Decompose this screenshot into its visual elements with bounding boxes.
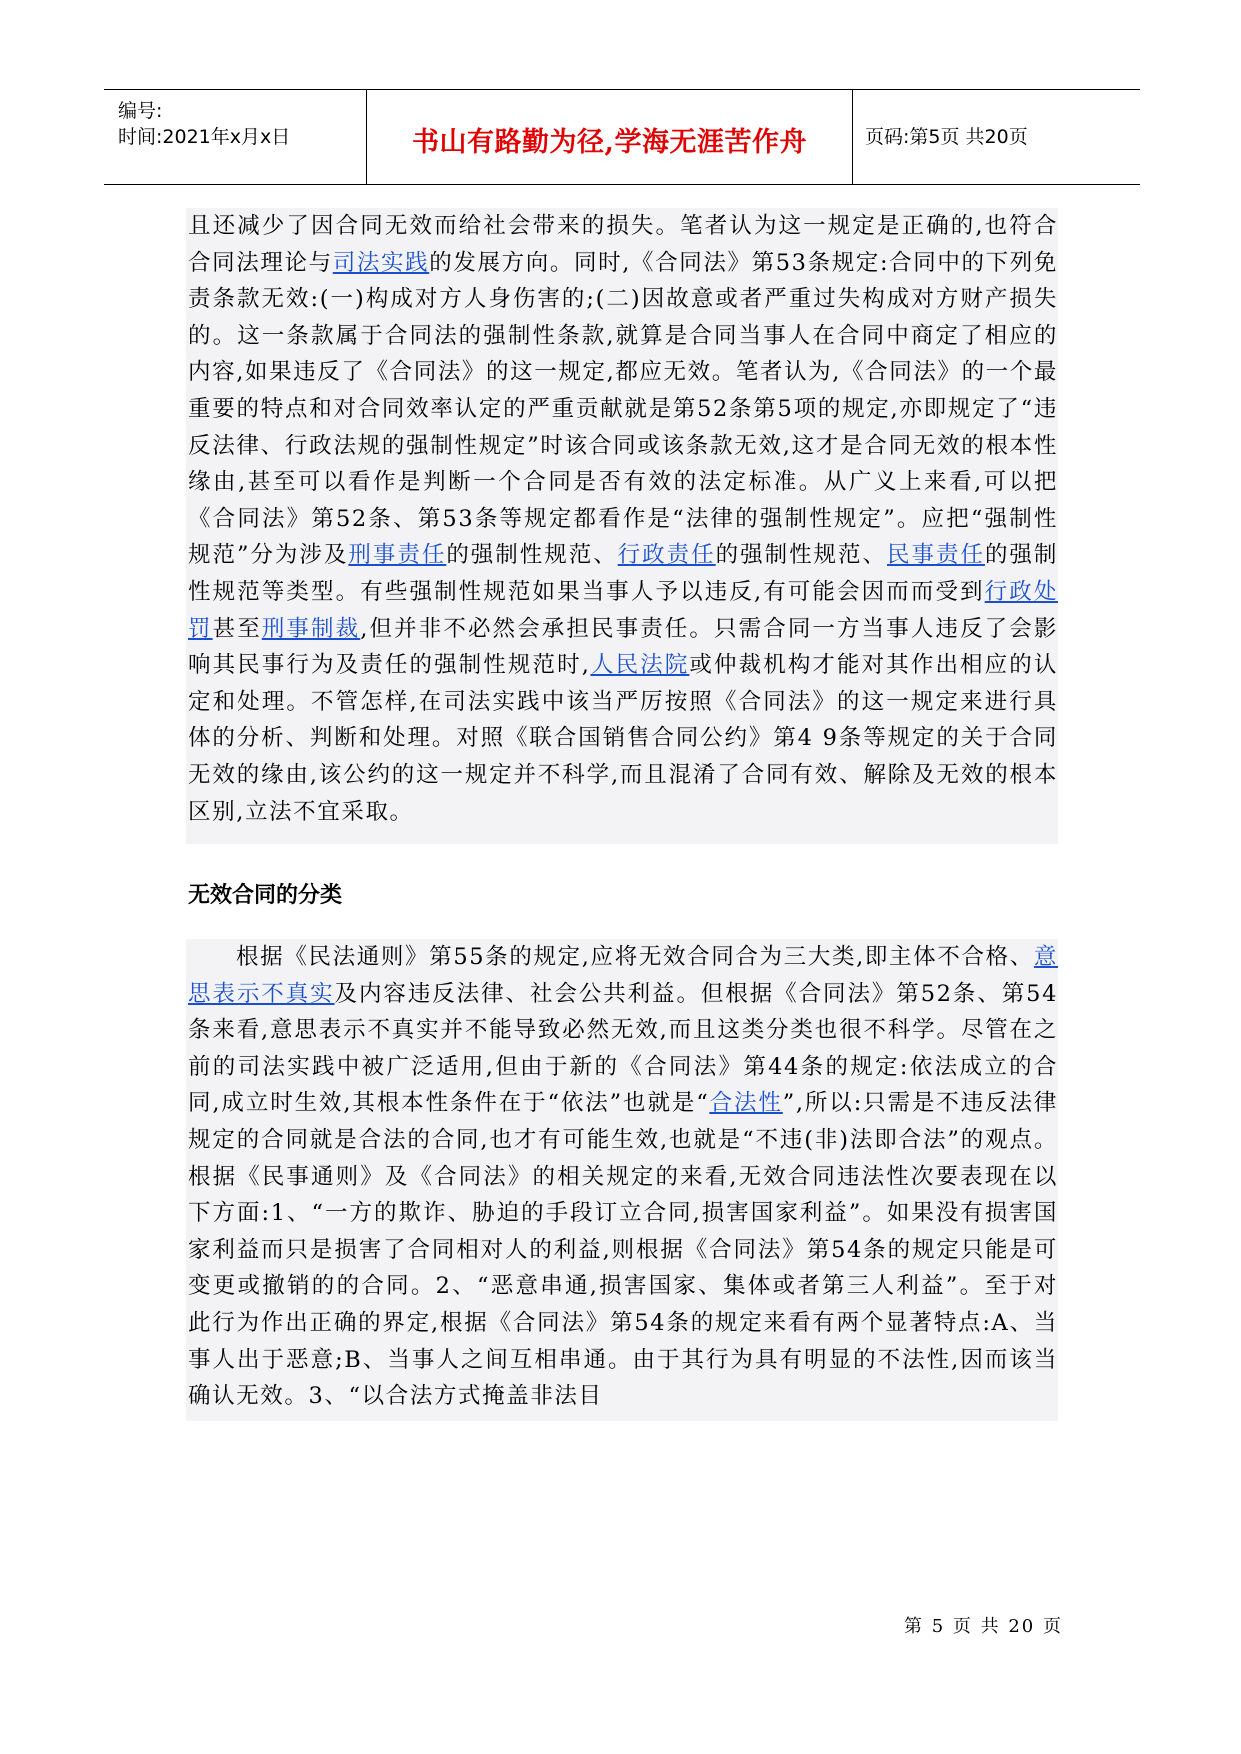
link-judicial-practice[interactable]: 司法实践 — [332, 249, 430, 276]
text-run: ”,所以:只需是不违反法律规定的合同就是合法的合同,也才有可能生效,也就是“不违(非)法即合法”的观点。根据《民事通则》及《合同法》的相关规定的来看,无效合同违法性次要表现在以下方面:1、“一方的欺诈、胁迫的手段订立合同,损害国家利益”。如果没有损害国家利益而只是损害了合同相对人的利益,则根据《合同法》第54条的规定只能是可变更或撤销的的合同。2、“恶意串通,损害国家、集体或者第三人利益”。至于对此行为作出正确的界定,根据《合同法》第54条的规定来看有两个显著特点:A、当事人出于恶意;B、当事人之间互相串通。由于其行为具有明显的不法性,因而该当确认无效。3、“以合法方式掩盖非法目 — [188, 1090, 1058, 1410]
text-run: 且还减少了因合同无效而给社会带来的损失。笔者认为这一规定是正确的,也符合合同法理论与 — [188, 213, 1058, 276]
paragraph-2 — [188, 939, 1058, 1415]
document-body — [186, 208, 1058, 1421]
text-run: 的强制性规范、 — [446, 542, 618, 569]
link-legality[interactable]: 合法性 — [709, 1090, 783, 1117]
link-civil-liability[interactable]: 民事责任 — [887, 542, 985, 569]
link-intent-not-genuine[interactable]: 意思表示不真实 — [188, 944, 1058, 1007]
link-peoples-court[interactable]: 人民法院 — [590, 652, 690, 679]
link-criminal-sanction[interactable]: 刑事制裁 — [261, 615, 361, 642]
paragraph-block-1 — [186, 208, 1058, 844]
header-motto: 书山有路勤为径,学海无涯苦作舟 — [412, 127, 807, 158]
text-run: ,但并非不必然会承担民事责任。只需合同一方当事人违反了会影响其民事行为及责任的强制性规范时, — [188, 615, 1058, 679]
document-number-label: 编号: — [118, 100, 163, 122]
text-run: 的强制性规范、 — [715, 542, 887, 569]
document-time-label: 时间:2021年x月x日 — [118, 126, 291, 148]
text-run: 根据《民法通则》第55条的规定,应将无效合同合为三大类,即主体不合格、 — [236, 944, 1034, 971]
text-run: 的强制性规范等类型。有些强制性规范如果当事人予以违反,有可能会因而而受到 — [188, 542, 1059, 605]
header-page-label: 页码:第5页 共20页 — [865, 126, 1028, 148]
header-center-cell — [367, 90, 853, 184]
text-run: 及内容违反法律、社会公共利益。但根据《合同法》第52条、第54条来看,意思表示不真实并不能导致必然无效,而且这类分类也很不科学。尽管在之前的司法实践中被广泛适用,但由于新的《合同法》第44条的规定:依法成立的合同,成立时生效,其根本性条件在于“依法”也就是“ — [188, 980, 1058, 1117]
header-table — [104, 89, 1140, 185]
header-right-cell — [853, 90, 1140, 184]
section-heading: 无效合同的分类 — [188, 883, 343, 909]
text-run: 的发展方向。同时,《合同法》第53条规定:合同中的下列免责条款无效:(一)构成对方人身伤害的;(二)因故意或者严重过失构成对方财产损失的。这一条款属于合同法的强制性条款,就算是合同当事人在合同中商定了相应的内容,如果违反了《合同法》的这一规定,都应无效。笔者认为,《合同法》的一个最重要的特点和对合同效率认定的严重贡献就是第52条第5项的规定,亦即规定了“违反法律、行政法规的强制性规定”时该合同或该条款无效,这才是合同无效的根本性缘由,甚至可以看作是判断一个合同是否有效的法定标准。从广义上来看,可以把《合同法》第52条、第53条等规定都看作是“法律的强制性规定”。应把“强制性规范”分为涉及 — [188, 249, 1059, 569]
link-administrative-liability[interactable]: 行政责任 — [617, 542, 716, 569]
page-footer: 第 5 页 共 20 页 — [904, 1616, 1063, 1637]
paragraph-block-2 — [186, 939, 1058, 1421]
link-criminal-liability[interactable]: 刑事责任 — [348, 542, 447, 569]
text-run: 或仲裁机构才能对其作出相应的认定和处理。不管怎样,在司法实践中该当严厉按照《合同法》的这一规定来进行具体的分析、判断和处理。对照《联合国销售合同公约》第4 9条等规定的关于合同无效的缘由,该公约的这一规定并不科学,而且混淆了合同有效、解除及无效的根本区别,立法不宜采取。 — [188, 652, 1058, 825]
text-run: 甚至 — [212, 615, 262, 642]
link-administrative-penalty[interactable]: 行政处罚 — [188, 578, 1058, 642]
paragraph-1 — [188, 208, 1058, 830]
header-left-cell — [104, 90, 367, 184]
